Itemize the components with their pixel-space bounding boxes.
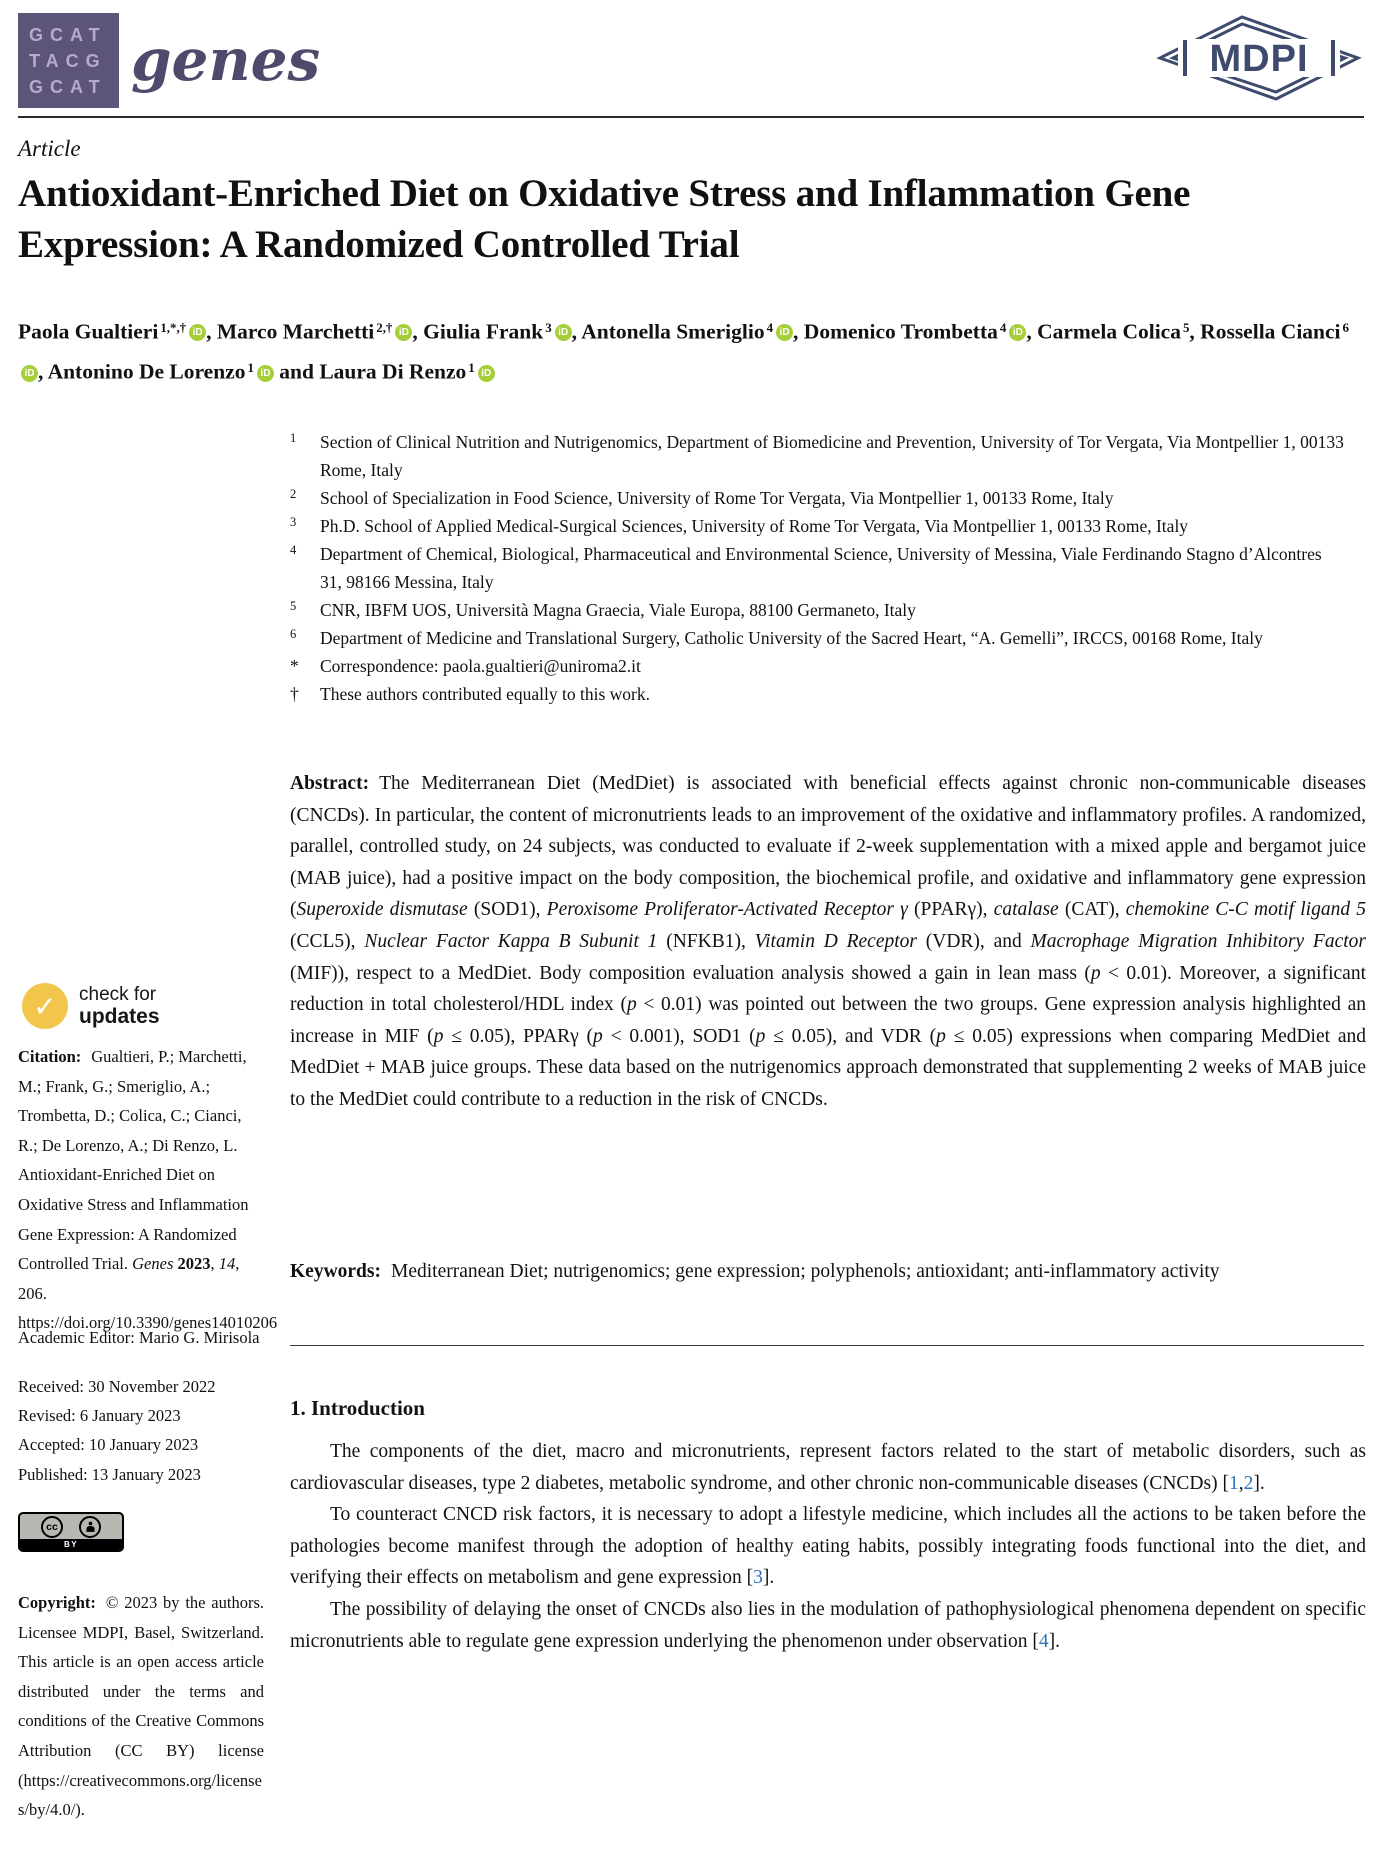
check-icon: [22, 983, 68, 1029]
text-segment: catalase: [993, 899, 1059, 921]
text-segment: Gualtieri, P.; Marchetti, M.; Frank, G.; Smeriglio, A.; Trombetta, D.; Colica, C.; Cianci, R.; De Lorenzo, A.; Di Renzo, L. Antioxidant-Enriched Diet on Oxidative Stress and Inflammation Gene Expression: A Randomized Controlled Trial.: [18, 1047, 249, 1274]
copyright-block: [18, 1588, 264, 1825]
logo-letters-row: GCAT: [29, 76, 107, 97]
text-segment: chemokine C-C motif ligand 5: [1125, 899, 1367, 921]
affiliation-marker: 4: [290, 543, 297, 557]
affiliation-marker: †: [290, 684, 299, 704]
updates-badge-text: [79, 984, 160, 1028]
affiliation-text: Department of Medicine and Translational Surgery, Catholic University of the Sacred Heart, “A. Gemelli”, IRCCS, 00168 Rome, Italy: [320, 628, 1263, 648]
abstract-text: [290, 773, 1366, 1110]
author-line: Paola Gualtieri $^{1,*,\dagger}$ iD , Marco Marchetti $^{2,\dagger}$ iD , Giulia Frank $^3$ iD , Antonella Smeriglio $^4$ iD , Domenico Trombetta $^4$ iD , Carmela Colica $^5$, Rossella Cianci $^6$iD , Antonino De Lorenzo $^1$ iD and Laura Di Renzo $^1$ iD: [18, 319, 1349, 384]
keywords-text: Mediterranean Diet; nutrigenomics; gene expression; polyphenols; antioxidant; anti-inflammatory activity: [391, 1261, 1220, 1282]
text-segment: ].: [1253, 1472, 1265, 1494]
affiliation-text: These authors contributed equally to this work.: [320, 684, 650, 704]
orcid-icon[interactable]: iD: [555, 324, 572, 341]
citation-label: Citation:: [18, 1047, 82, 1066]
affiliation-row: [290, 624, 1346, 652]
text-segment: ].: [762, 1567, 775, 1589]
text-segment: ,: [1238, 1472, 1244, 1494]
affiliation-marker: 6: [290, 627, 297, 641]
text-segment: p: [1090, 962, 1101, 984]
text-segment: ,: [210, 1254, 219, 1274]
by-label: BY: [20, 1539, 122, 1550]
affiliation-row: [290, 680, 1346, 708]
text-segment: Nuclear Factor Kappa B Subunit 1: [364, 930, 658, 952]
text-segment: (MIF)), respect to a MedDiet. Body composition evaluation analysis showed a gain in lean mass (: [290, 962, 1091, 984]
introduction-paragraphs: [290, 1436, 1366, 1657]
cc-badge-icons: [20, 1514, 122, 1539]
author-affiliation-marker: 1: [468, 361, 475, 376]
author-name: Marco Marchetti: [216, 319, 375, 344]
history-date-line: Published: 13 January 2023: [18, 1464, 201, 1484]
text-segment: ].: [1048, 1630, 1061, 1652]
orcid-icon[interactable]: iD: [257, 365, 274, 382]
person-icon: [79, 1516, 101, 1538]
updates-badge-line1: check for: [79, 984, 157, 1005]
orcid-icon[interactable]: iD: [395, 324, 412, 341]
history-date-line: Accepted: 10 January 2023: [18, 1435, 199, 1455]
author-affiliation-marker: 3: [545, 321, 552, 335]
affiliation-row: [290, 484, 1346, 512]
affiliation-row: [290, 428, 1346, 484]
logo-letters-row: TACG: [29, 50, 107, 71]
text-segment: (SOD1),: [467, 899, 547, 921]
author-name: Domenico Trombetta: [803, 319, 998, 344]
mdpi-hexagon-icon: [1152, 8, 1366, 108]
paragraph: [290, 1499, 1366, 1594]
history-date-line: Received: 30 November 2022: [18, 1377, 216, 1396]
text-segment: © 2023 by the authors. Licensee MDPI, Basel, Switzerland. This article is an open access article distributed under the terms and conditions of the Creative Commons Attribution (CC BY) license (https://creativecommons.org/licenses/by/4.0/).: [18, 1593, 264, 1820]
academic-editor: Academic Editor: Mario G. Mirisola: [18, 1328, 260, 1347]
text-segment: p: [936, 1025, 946, 1047]
text-segment: (CCL5),: [290, 930, 365, 952]
text-segment: (NFKB1),: [657, 930, 755, 952]
author-affiliation-marker: 5: [1182, 321, 1190, 335]
article-type-label: Article: [18, 136, 81, 161]
affiliation-text: Ph.D. School of Applied Medical-Surgical Sciences, University of Rome Tor Vergata, Via Montpellier 1, 00133 Rome, Italy: [320, 516, 1189, 536]
paragraph: [290, 1436, 1366, 1499]
text-segment: (CAT),: [1058, 899, 1126, 921]
journal-logo-mark: [18, 13, 119, 108]
author-name: Carmela Colica: [1037, 319, 1181, 344]
orcid-icon[interactable]: iD: [189, 324, 206, 341]
affiliation-row: [290, 540, 1346, 596]
affiliation-marker: 3: [290, 515, 297, 529]
history-dates: [18, 1372, 215, 1489]
text-segment: 2023: [177, 1254, 211, 1274]
copyright-label: Copyright:: [18, 1593, 96, 1612]
text-segment: p: [593, 1025, 603, 1047]
section-divider: [290, 1345, 1364, 1346]
orcid-icon[interactable]: iD: [21, 365, 38, 382]
affiliation-text: Department of Chemical, Biological, Pharmaceutical and Environmental Science, University of Messina, Viale Ferdinando Stagno d’Alcontres 31, 98166 Messina, Italy: [320, 544, 1322, 592]
author-name: Antonella Smeriglio: [581, 319, 765, 344]
affiliation-row: [290, 512, 1346, 540]
text-segment: (PPARγ),: [907, 899, 994, 921]
text-segment: ≤ 0.05), and VDR (: [765, 1025, 937, 1047]
reference-link[interactable]: 3: [753, 1567, 763, 1589]
check-for-updates-badge[interactable]: [22, 983, 160, 1029]
author-affiliation-marker: 4: [766, 321, 774, 335]
keywords: [290, 1256, 1366, 1288]
affiliation-text: School of Specialization in Food Science, University of Rome Tor Vergata, Via Montpellier 1, 00133 Rome, Italy: [320, 488, 1114, 508]
text-segment: ≤ 0.05) expressions when comparing MedDiet and MedDiet + MAB juice groups. These data based on the nutrigenomics approach demonstrated that supplementing 2 weeks of MAB juice to the MedDiet could contribute to a reduction in the risk of CNCDs.: [290, 1025, 1367, 1110]
text-segment: Peroxisome Proliferator-Activated Receptor γ: [546, 899, 908, 921]
article-title: Antioxidant-Enriched Diet on Oxidative Stress and Inflammation Gene Expression: A Randomized Controlled Trial: [18, 172, 1191, 266]
text-segment: , 206. https://doi.org/10.3390/genes14010206: [18, 1254, 278, 1333]
affiliation-marker: 5: [290, 599, 297, 613]
citation-text: [18, 1047, 277, 1332]
text-segment: The possibility of delaying the onset of CNCDs also lies in the modulation of pathophysiological phenomena dependent on specific micronutrients able to regulate gene expression underlying the phenomenon under observation [: [290, 1598, 1366, 1652]
text-segment: p: [433, 1025, 444, 1047]
affiliation-marker: 2: [290, 487, 297, 501]
reference-link[interactable]: 1: [1228, 1472, 1239, 1494]
affiliation-text: Section of Clinical Nutrition and Nutrigenomics, Department of Biomedicine and Prevention, University of Tor Vergata, Via Montpellier 1, 00133 Rome, Italy: [320, 432, 1344, 480]
text-segment: p: [755, 1025, 766, 1047]
affiliation-row: [290, 652, 1346, 680]
text-segment: The Mediterranean Diet (MedDiet) is associated with beneficial effects against chronic non-communicable diseases (CNCDs). In particular, the content of micronutrients leads to an improvement of the oxidative and inflammatory profiles. A randomized, parallel, controlled study, on 24 subjects, was conducted to evaluate if 2-week supplementation with a mixed apple and bergamot juice (MAB juice), had a positive impact on the body composition, the biochemical profile, and oxidative and inflammatory gene expression (: [290, 773, 1366, 921]
cc-icon: cc: [41, 1516, 63, 1538]
author-name: Antonino De Lorenzo: [47, 359, 246, 384]
logo-letters-row: GCAT: [29, 24, 107, 45]
text-segment: The components of the diet, macro and micronutrients, represent factors related to the start of metabolic disorders, such as cardiovascular diseases, type 2 diabetes, metabolic syndrome, and other chronic non-communicable diseases (CNCDs) [: [290, 1441, 1366, 1494]
text-segment: Genes: [132, 1254, 174, 1274]
text-segment: 14: [218, 1254, 236, 1274]
affiliations-list: [290, 428, 1346, 708]
affiliation-marker: *: [290, 656, 299, 676]
text-segment: Superoxide dismutase: [296, 899, 468, 921]
text-segment: Macrophage Migration Inhibitory Factor: [1030, 930, 1366, 952]
section-heading: 1. Introduction: [290, 1396, 425, 1420]
author-affiliation-marker: 6: [1342, 321, 1349, 335]
author-affiliation-marker: 1,*,†: [160, 321, 187, 335]
text-segment: To counteract CNCD risk factors, it is necessary to adopt a lifestyle medicine, which includes all the actions to be taken before the pathologies become manifest through the adoption of healthy eating habits, possibly integrating foods functional into the diet, and verifying their effects on metabolism and gene expression [: [290, 1504, 1366, 1589]
text-segment: p: [626, 994, 637, 1016]
cc-by-license-badge[interactable]: [18, 1512, 124, 1552]
author-affiliation-marker: 2,†: [376, 321, 393, 335]
reference-link[interactable]: 4: [1038, 1630, 1049, 1652]
check-glyph: ✓: [33, 989, 57, 1023]
paragraph: [290, 1594, 1366, 1657]
author-name: Giulia Frank: [423, 319, 544, 344]
author-name: Paola Gualtieri: [18, 319, 159, 344]
author-affiliation-marker: 4: [999, 321, 1007, 335]
orcid-icon[interactable]: iD: [776, 324, 793, 341]
affiliation-text: CNR, IBFM UOS, Università Magna Graecia, Viale Europa, 88100 Germaneto, Italy: [320, 600, 916, 620]
abstract: [290, 768, 1366, 1116]
text-segment: (VDR), and: [916, 930, 1031, 952]
text-segment: Vitamin D Receptor: [754, 930, 917, 952]
reference-link[interactable]: 2: [1243, 1472, 1254, 1494]
copyright-text: [18, 1593, 264, 1819]
journal-logo[interactable]: [18, 13, 320, 108]
keywords-label: Keywords:: [290, 1261, 381, 1282]
header-divider: [18, 116, 1364, 118]
history-date-line: Revised: 6 January 2023: [18, 1406, 181, 1426]
journal-name: genes: [131, 26, 321, 94]
text-segment: < 0.01) was pointed out between the two groups. Gene expression analysis highlighted an increase in MIF (: [290, 994, 1366, 1047]
text-segment: ≤ 0.05), PPARγ (: [443, 1025, 594, 1047]
mdpi-logo-text: MDPI: [1209, 38, 1309, 80]
orcid-icon[interactable]: iD: [1009, 324, 1026, 341]
updates-badge-line2: updates: [79, 1005, 160, 1028]
mdpi-logo[interactable]: [1152, 8, 1366, 108]
author-name: Laura Di Renzo: [319, 359, 467, 384]
author-affiliation-marker: 1: [247, 361, 254, 376]
abstract-label: Abstract:: [290, 773, 370, 794]
affiliation-row: [290, 596, 1346, 624]
text-segment: < 0.01). Moreover, a significant reduction in total cholesterol/HDL index (: [290, 962, 1366, 1016]
affiliation-text: Correspondence: paola.gualtieri@uniroma2.it: [320, 656, 641, 676]
affiliation-marker: 1: [290, 431, 297, 445]
author-name: Rossella Cianci: [1200, 319, 1341, 344]
orcid-icon[interactable]: iD: [478, 365, 495, 382]
citation-block: [18, 1042, 278, 1338]
text-segment: < 0.001), SOD1 (: [602, 1025, 756, 1047]
